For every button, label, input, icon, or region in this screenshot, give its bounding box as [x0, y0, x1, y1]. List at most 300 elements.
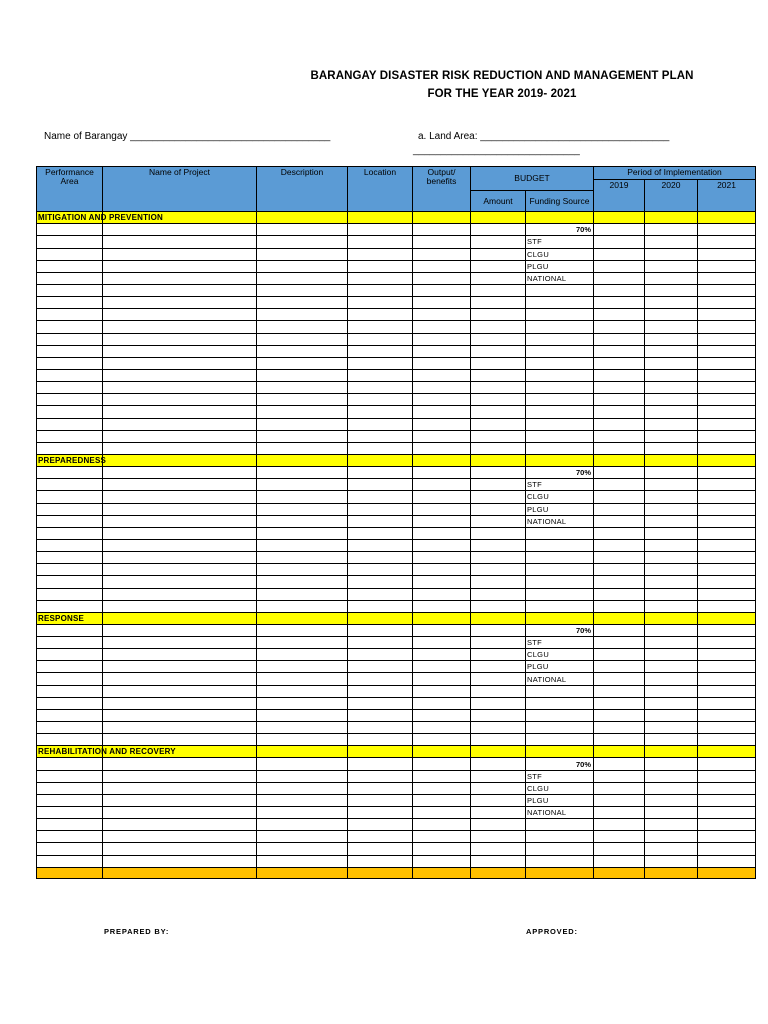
table-cell[interactable]: [645, 272, 698, 284]
table-cell[interactable]: [471, 418, 526, 430]
table-cell[interactable]: [348, 382, 413, 394]
table-cell[interactable]: [37, 224, 103, 236]
table-cell[interactable]: [594, 843, 645, 855]
table-cell[interactable]: [645, 552, 698, 564]
table-cell[interactable]: [471, 382, 526, 394]
table-cell[interactable]: [103, 685, 257, 697]
table-cell[interactable]: [103, 564, 257, 576]
table-cell[interactable]: [526, 369, 594, 381]
table-cell[interactable]: [257, 382, 348, 394]
table-cell[interactable]: [257, 297, 348, 309]
table-cell[interactable]: [257, 624, 348, 636]
table-cell[interactable]: [594, 722, 645, 734]
table-cell[interactable]: [348, 600, 413, 612]
table-cell[interactable]: [348, 539, 413, 551]
table-cell[interactable]: [594, 224, 645, 236]
table-cell[interactable]: [471, 722, 526, 734]
table-cell[interactable]: [413, 624, 471, 636]
table-cell[interactable]: [645, 782, 698, 794]
table-cell[interactable]: [37, 357, 103, 369]
table-cell[interactable]: [471, 637, 526, 649]
table-cell[interactable]: [594, 442, 645, 454]
table-cell[interactable]: [645, 357, 698, 369]
table-cell[interactable]: [348, 552, 413, 564]
table-cell[interactable]: [594, 709, 645, 721]
table-cell[interactable]: [698, 709, 756, 721]
table-cell[interactable]: [103, 831, 257, 843]
table-cell[interactable]: [348, 236, 413, 248]
table-cell[interactable]: [471, 770, 526, 782]
table-cell[interactable]: [37, 649, 103, 661]
table-cell[interactable]: [698, 637, 756, 649]
table-cell[interactable]: [413, 649, 471, 661]
table-cell[interactable]: [348, 564, 413, 576]
table-cell[interactable]: [103, 697, 257, 709]
table-cell[interactable]: [413, 430, 471, 442]
table-cell[interactable]: [348, 624, 413, 636]
table-cell[interactable]: [348, 588, 413, 600]
table-cell[interactable]: [526, 345, 594, 357]
table-cell[interactable]: [413, 491, 471, 503]
table-cell[interactable]: [348, 309, 413, 321]
table-cell[interactable]: [37, 382, 103, 394]
table-cell[interactable]: [698, 843, 756, 855]
table-cell[interactable]: [413, 297, 471, 309]
table-cell[interactable]: [698, 321, 756, 333]
table-cell[interactable]: [413, 758, 471, 770]
table-cell[interactable]: [526, 333, 594, 345]
table-cell[interactable]: [103, 782, 257, 794]
table-cell[interactable]: [526, 709, 594, 721]
table-cell[interactable]: [526, 406, 594, 418]
table-cell[interactable]: [471, 503, 526, 515]
table-cell[interactable]: [103, 539, 257, 551]
table-cell[interactable]: [348, 661, 413, 673]
table-cell[interactable]: [103, 855, 257, 867]
table-cell[interactable]: [645, 515, 698, 527]
table-cell[interactable]: [645, 442, 698, 454]
table-cell[interactable]: [37, 709, 103, 721]
table-cell[interactable]: [257, 333, 348, 345]
table-cell[interactable]: [348, 831, 413, 843]
table-cell[interactable]: [257, 394, 348, 406]
table-cell[interactable]: [348, 770, 413, 782]
table-cell[interactable]: [37, 807, 103, 819]
table-cell[interactable]: [257, 819, 348, 831]
table-cell[interactable]: [257, 406, 348, 418]
table-cell[interactable]: [698, 382, 756, 394]
table-cell[interactable]: [37, 794, 103, 806]
table-cell[interactable]: [471, 539, 526, 551]
table-cell[interactable]: [594, 624, 645, 636]
table-cell[interactable]: [413, 394, 471, 406]
table-cell[interactable]: [645, 709, 698, 721]
table-cell[interactable]: [413, 418, 471, 430]
table-cell[interactable]: [526, 430, 594, 442]
table-cell[interactable]: [413, 539, 471, 551]
table-cell[interactable]: [103, 297, 257, 309]
table-cell[interactable]: [37, 673, 103, 685]
table-cell[interactable]: [37, 564, 103, 576]
table-cell[interactable]: [257, 369, 348, 381]
table-cell[interactable]: [594, 649, 645, 661]
table-cell[interactable]: [37, 637, 103, 649]
table-cell[interactable]: [257, 479, 348, 491]
table-cell[interactable]: [698, 394, 756, 406]
table-cell[interactable]: [103, 248, 257, 260]
table-cell[interactable]: [348, 491, 413, 503]
table-cell[interactable]: [594, 685, 645, 697]
table-cell[interactable]: [37, 236, 103, 248]
table-cell[interactable]: [645, 564, 698, 576]
table-cell[interactable]: [698, 357, 756, 369]
table-cell[interactable]: [413, 722, 471, 734]
table-cell[interactable]: [103, 600, 257, 612]
table-cell[interactable]: [37, 467, 103, 479]
table-cell[interactable]: [594, 357, 645, 369]
table-cell[interactable]: [594, 576, 645, 588]
table-cell[interactable]: [257, 284, 348, 296]
table-cell[interactable]: [413, 661, 471, 673]
table-cell[interactable]: [37, 479, 103, 491]
table-cell[interactable]: [594, 284, 645, 296]
table-cell[interactable]: [257, 467, 348, 479]
table-cell[interactable]: [103, 637, 257, 649]
table-cell[interactable]: [37, 734, 103, 746]
table-cell[interactable]: [413, 782, 471, 794]
table-cell[interactable]: [594, 369, 645, 381]
table-cell[interactable]: [526, 297, 594, 309]
table-cell[interactable]: [698, 758, 756, 770]
table-cell[interactable]: [594, 321, 645, 333]
table-cell[interactable]: [257, 345, 348, 357]
table-cell[interactable]: [526, 442, 594, 454]
table-cell[interactable]: [103, 576, 257, 588]
table-cell[interactable]: [37, 418, 103, 430]
table-cell[interactable]: [645, 418, 698, 430]
table-cell[interactable]: [594, 588, 645, 600]
table-cell[interactable]: [645, 503, 698, 515]
table-cell[interactable]: [413, 637, 471, 649]
table-cell[interactable]: [698, 430, 756, 442]
table-cell[interactable]: [103, 272, 257, 284]
table-cell[interactable]: [698, 819, 756, 831]
table-cell[interactable]: [645, 758, 698, 770]
table-cell[interactable]: [348, 503, 413, 515]
table-cell[interactable]: [348, 357, 413, 369]
table-cell[interactable]: [526, 309, 594, 321]
table-cell[interactable]: [698, 309, 756, 321]
table-cell[interactable]: [594, 260, 645, 272]
table-cell[interactable]: [698, 260, 756, 272]
table-cell[interactable]: [594, 564, 645, 576]
table-cell[interactable]: [645, 236, 698, 248]
table-cell[interactable]: [413, 224, 471, 236]
table-cell[interactable]: [37, 345, 103, 357]
table-cell[interactable]: [348, 819, 413, 831]
table-cell[interactable]: [103, 515, 257, 527]
table-cell[interactable]: [526, 855, 594, 867]
table-cell[interactable]: [526, 552, 594, 564]
table-cell[interactable]: [645, 794, 698, 806]
table-cell[interactable]: [645, 321, 698, 333]
table-cell[interactable]: [471, 782, 526, 794]
table-cell[interactable]: [37, 527, 103, 539]
table-cell[interactable]: [37, 576, 103, 588]
table-cell[interactable]: [594, 661, 645, 673]
table-cell[interactable]: [257, 552, 348, 564]
table-cell[interactable]: [526, 321, 594, 333]
table-cell[interactable]: [103, 673, 257, 685]
table-cell[interactable]: [526, 382, 594, 394]
table-cell[interactable]: [413, 588, 471, 600]
table-cell[interactable]: [594, 272, 645, 284]
table-cell[interactable]: [37, 309, 103, 321]
table-cell[interactable]: [257, 272, 348, 284]
table-cell[interactable]: [257, 527, 348, 539]
table-cell[interactable]: [471, 794, 526, 806]
table-cell[interactable]: [257, 637, 348, 649]
table-cell[interactable]: [645, 588, 698, 600]
table-cell[interactable]: [594, 600, 645, 612]
table-cell[interactable]: [471, 734, 526, 746]
table-cell[interactable]: [645, 297, 698, 309]
table-cell[interactable]: [645, 831, 698, 843]
table-cell[interactable]: [698, 649, 756, 661]
table-cell[interactable]: [348, 321, 413, 333]
table-cell[interactable]: [594, 807, 645, 819]
table-cell[interactable]: [37, 722, 103, 734]
table-cell[interactable]: [471, 843, 526, 855]
table-cell[interactable]: [348, 467, 413, 479]
table-cell[interactable]: [103, 260, 257, 272]
table-cell[interactable]: [645, 284, 698, 296]
table-cell[interactable]: [698, 491, 756, 503]
table-cell[interactable]: [645, 734, 698, 746]
table-cell[interactable]: [471, 357, 526, 369]
table-cell[interactable]: [471, 819, 526, 831]
table-cell[interactable]: [413, 272, 471, 284]
table-cell[interactable]: [413, 697, 471, 709]
table-cell[interactable]: [103, 430, 257, 442]
table-cell[interactable]: [413, 479, 471, 491]
table-cell[interactable]: [348, 685, 413, 697]
table-cell[interactable]: [37, 661, 103, 673]
table-cell[interactable]: [103, 527, 257, 539]
table-cell[interactable]: [526, 394, 594, 406]
table-cell[interactable]: [698, 624, 756, 636]
table-cell[interactable]: [37, 248, 103, 260]
table-cell[interactable]: [348, 430, 413, 442]
table-cell[interactable]: [37, 284, 103, 296]
table-cell[interactable]: [37, 685, 103, 697]
table-cell[interactable]: [348, 758, 413, 770]
table-cell[interactable]: [645, 527, 698, 539]
table-cell[interactable]: [348, 333, 413, 345]
table-cell[interactable]: [471, 649, 526, 661]
table-cell[interactable]: [413, 807, 471, 819]
table-cell[interactable]: [594, 673, 645, 685]
table-cell[interactable]: [594, 819, 645, 831]
table-cell[interactable]: [37, 430, 103, 442]
table-cell[interactable]: [37, 831, 103, 843]
table-cell[interactable]: [257, 831, 348, 843]
table-cell[interactable]: [103, 406, 257, 418]
table-cell[interactable]: [37, 855, 103, 867]
table-cell[interactable]: [103, 552, 257, 564]
table-cell[interactable]: [698, 673, 756, 685]
table-cell[interactable]: [413, 333, 471, 345]
table-cell[interactable]: [257, 843, 348, 855]
table-cell[interactable]: [698, 297, 756, 309]
table-cell[interactable]: [526, 843, 594, 855]
table-cell[interactable]: [37, 697, 103, 709]
table-cell[interactable]: [413, 709, 471, 721]
table-cell[interactable]: [348, 697, 413, 709]
table-cell[interactable]: [645, 369, 698, 381]
table-cell[interactable]: [594, 697, 645, 709]
table-cell[interactable]: [257, 503, 348, 515]
table-cell[interactable]: [103, 224, 257, 236]
table-cell[interactable]: [37, 588, 103, 600]
table-cell[interactable]: [348, 807, 413, 819]
table-cell[interactable]: [698, 442, 756, 454]
table-cell[interactable]: [103, 309, 257, 321]
table-cell[interactable]: [103, 394, 257, 406]
table-cell[interactable]: [257, 357, 348, 369]
table-cell[interactable]: [526, 527, 594, 539]
table-cell[interactable]: [645, 600, 698, 612]
table-cell[interactable]: [594, 382, 645, 394]
table-cell[interactable]: [594, 527, 645, 539]
table-cell[interactable]: [257, 576, 348, 588]
table-cell[interactable]: [348, 224, 413, 236]
table-cell[interactable]: [698, 782, 756, 794]
table-cell[interactable]: [413, 673, 471, 685]
table-cell[interactable]: [594, 297, 645, 309]
table-cell[interactable]: [645, 479, 698, 491]
table-cell[interactable]: [257, 588, 348, 600]
table-cell[interactable]: [645, 260, 698, 272]
table-cell[interactable]: [471, 661, 526, 673]
table-cell[interactable]: [471, 831, 526, 843]
table-cell[interactable]: [471, 260, 526, 272]
table-cell[interactable]: [413, 382, 471, 394]
table-cell[interactable]: [348, 406, 413, 418]
table-cell[interactable]: [471, 515, 526, 527]
table-cell[interactable]: [413, 236, 471, 248]
table-cell[interactable]: [103, 794, 257, 806]
table-cell[interactable]: [594, 794, 645, 806]
table-cell[interactable]: [348, 673, 413, 685]
table-cell[interactable]: [698, 467, 756, 479]
table-cell[interactable]: [645, 345, 698, 357]
table-cell[interactable]: [103, 467, 257, 479]
table-cell[interactable]: [645, 819, 698, 831]
table-cell[interactable]: [348, 709, 413, 721]
table-cell[interactable]: [645, 224, 698, 236]
table-cell[interactable]: [645, 697, 698, 709]
table-cell[interactable]: [37, 600, 103, 612]
table-cell[interactable]: [103, 722, 257, 734]
table-cell[interactable]: [348, 843, 413, 855]
table-cell[interactable]: [37, 333, 103, 345]
table-cell[interactable]: [348, 272, 413, 284]
table-cell[interactable]: [594, 418, 645, 430]
table-cell[interactable]: [37, 539, 103, 551]
table-cell[interactable]: [257, 709, 348, 721]
table-cell[interactable]: [37, 624, 103, 636]
table-cell[interactable]: [645, 673, 698, 685]
table-cell[interactable]: [103, 369, 257, 381]
table-cell[interactable]: [103, 807, 257, 819]
table-cell[interactable]: [257, 722, 348, 734]
table-cell[interactable]: [413, 734, 471, 746]
table-cell[interactable]: [37, 442, 103, 454]
table-cell[interactable]: [348, 284, 413, 296]
table-cell[interactable]: [526, 600, 594, 612]
table-cell[interactable]: [413, 600, 471, 612]
table-cell[interactable]: [594, 491, 645, 503]
table-cell[interactable]: [348, 394, 413, 406]
table-cell[interactable]: [348, 722, 413, 734]
table-cell[interactable]: [103, 661, 257, 673]
table-cell[interactable]: [471, 624, 526, 636]
table-cell[interactable]: [413, 685, 471, 697]
table-cell[interactable]: [645, 843, 698, 855]
table-cell[interactable]: [526, 539, 594, 551]
table-cell[interactable]: [698, 515, 756, 527]
table-cell[interactable]: [413, 855, 471, 867]
table-cell[interactable]: [698, 685, 756, 697]
table-cell[interactable]: [103, 843, 257, 855]
table-cell[interactable]: [471, 297, 526, 309]
table-cell[interactable]: [413, 552, 471, 564]
table-cell[interactable]: [413, 819, 471, 831]
table-cell[interactable]: [413, 831, 471, 843]
table-cell[interactable]: [471, 224, 526, 236]
table-cell[interactable]: [594, 758, 645, 770]
table-cell[interactable]: [594, 734, 645, 746]
table-cell[interactable]: [103, 709, 257, 721]
table-cell[interactable]: [471, 284, 526, 296]
table-cell[interactable]: [594, 309, 645, 321]
table-cell[interactable]: [594, 430, 645, 442]
table-cell[interactable]: [698, 697, 756, 709]
table-cell[interactable]: [37, 819, 103, 831]
table-cell[interactable]: [37, 552, 103, 564]
table-cell[interactable]: [698, 369, 756, 381]
table-cell[interactable]: [257, 807, 348, 819]
table-cell[interactable]: [698, 807, 756, 819]
table-cell[interactable]: [698, 236, 756, 248]
table-cell[interactable]: [471, 406, 526, 418]
table-cell[interactable]: [471, 709, 526, 721]
table-cell[interactable]: [471, 697, 526, 709]
table-cell[interactable]: [471, 467, 526, 479]
table-cell[interactable]: [103, 491, 257, 503]
table-cell[interactable]: [698, 539, 756, 551]
table-cell[interactable]: [413, 442, 471, 454]
table-cell[interactable]: [348, 855, 413, 867]
table-cell[interactable]: [37, 782, 103, 794]
table-cell[interactable]: [348, 369, 413, 381]
table-cell[interactable]: [257, 649, 348, 661]
table-cell[interactable]: [348, 442, 413, 454]
table-cell[interactable]: [103, 649, 257, 661]
table-cell[interactable]: [257, 564, 348, 576]
table-cell[interactable]: [471, 685, 526, 697]
